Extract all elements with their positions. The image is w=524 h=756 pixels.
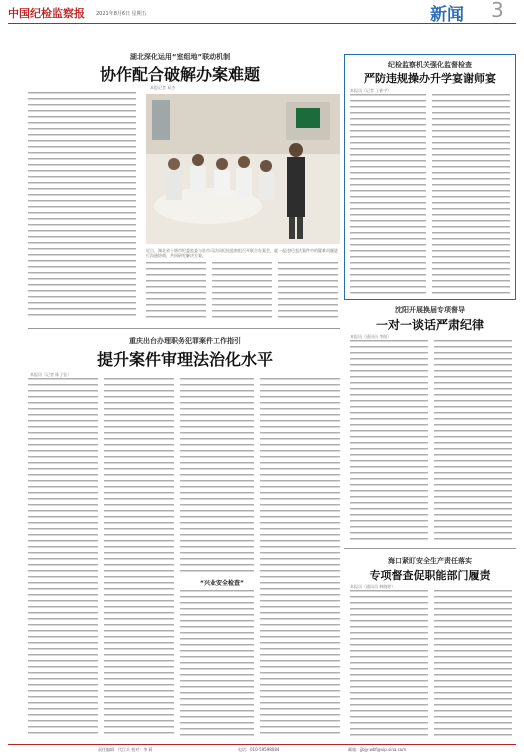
article4-text-col2 — [104, 378, 174, 738]
article1-text-col3 — [212, 262, 272, 320]
article1-text-col1 — [28, 92, 136, 320]
article2-kicker: 纪检监察机关强化监督检查 — [388, 61, 472, 69]
article4-text-col4 — [260, 378, 340, 738]
right-divider — [344, 548, 516, 549]
article3-byline: 本报讯（通讯员 李阳） — [350, 334, 392, 339]
article1-text-col4 — [278, 262, 338, 320]
article4-text-col1 — [28, 378, 98, 738]
article4-headline: 提升案件审理法治化水平 — [96, 350, 273, 369]
article4-subhead: “兴业安全检查” — [200, 580, 244, 587]
article1-headline: 协作配合破解办案难题 — [99, 65, 260, 84]
article2-text-col1 — [350, 94, 426, 294]
article5-kicker: 海口紧盯安全生产责任落实 — [388, 557, 472, 565]
article3-text-col1 — [350, 340, 428, 540]
article5-headline: 专项督查促职能部门履责 — [369, 569, 491, 582]
article-photo — [146, 94, 340, 244]
article4-text-col3b — [180, 590, 254, 738]
article3-text-col2 — [434, 340, 512, 540]
article-divider — [28, 328, 340, 329]
page-number: 3 — [491, 0, 504, 22]
footer-phone: 电话：010-59598084 — [238, 747, 280, 752]
section-title: 新闻 — [430, 5, 464, 25]
article4-byline: 本报讯（记者 陈子钰） — [30, 372, 72, 377]
article2-byline: 本报讯（记者 王新宇） — [350, 88, 392, 93]
article1-text-col2 — [146, 262, 206, 320]
article1-byline: 本报记者 易杰 — [150, 85, 176, 90]
article4-kicker: 重庆出台办理职务犯罪案件工作指引 — [129, 337, 241, 345]
article1-kicker: 湖北深化运用“室组地”联动机制 — [129, 53, 231, 61]
article4-text-col3 — [180, 378, 254, 573]
meeting-photo-image — [146, 94, 340, 244]
article2-headline: 严防违规操办升学宴谢师宴 — [364, 72, 496, 85]
issue-date: 2021年8月6日 星期五 — [96, 11, 147, 17]
article5-text-col2 — [434, 590, 512, 738]
page-footer — [8, 744, 516, 754]
footer-editor: 责任编辑：代江兵 校对：李 莉 — [98, 747, 153, 752]
article3-headline: 一对一谈话严肃纪律 — [375, 318, 484, 332]
article2-text-col2 — [432, 94, 510, 294]
article5-text-col1 — [350, 590, 428, 738]
article3-kicker: 沈阳开展换届专项督导 — [395, 306, 465, 314]
newspaper-logo: 中国纪检监察报 — [8, 7, 85, 20]
masthead — [8, 0, 516, 25]
footer-email: 邮箱：jjbjy-wbf@vip.sina.com — [348, 747, 407, 752]
article5-byline: 本报讯（通讯员 林晓婷） — [350, 584, 396, 589]
photo-caption: 近日，湖北省十堰市纪委监委与驻市司法局纪检监察组召开联合办案会，就一起违纪违法案件中的疑难问题进行沟通协商，共同研究解决方案。 — [146, 248, 338, 258]
